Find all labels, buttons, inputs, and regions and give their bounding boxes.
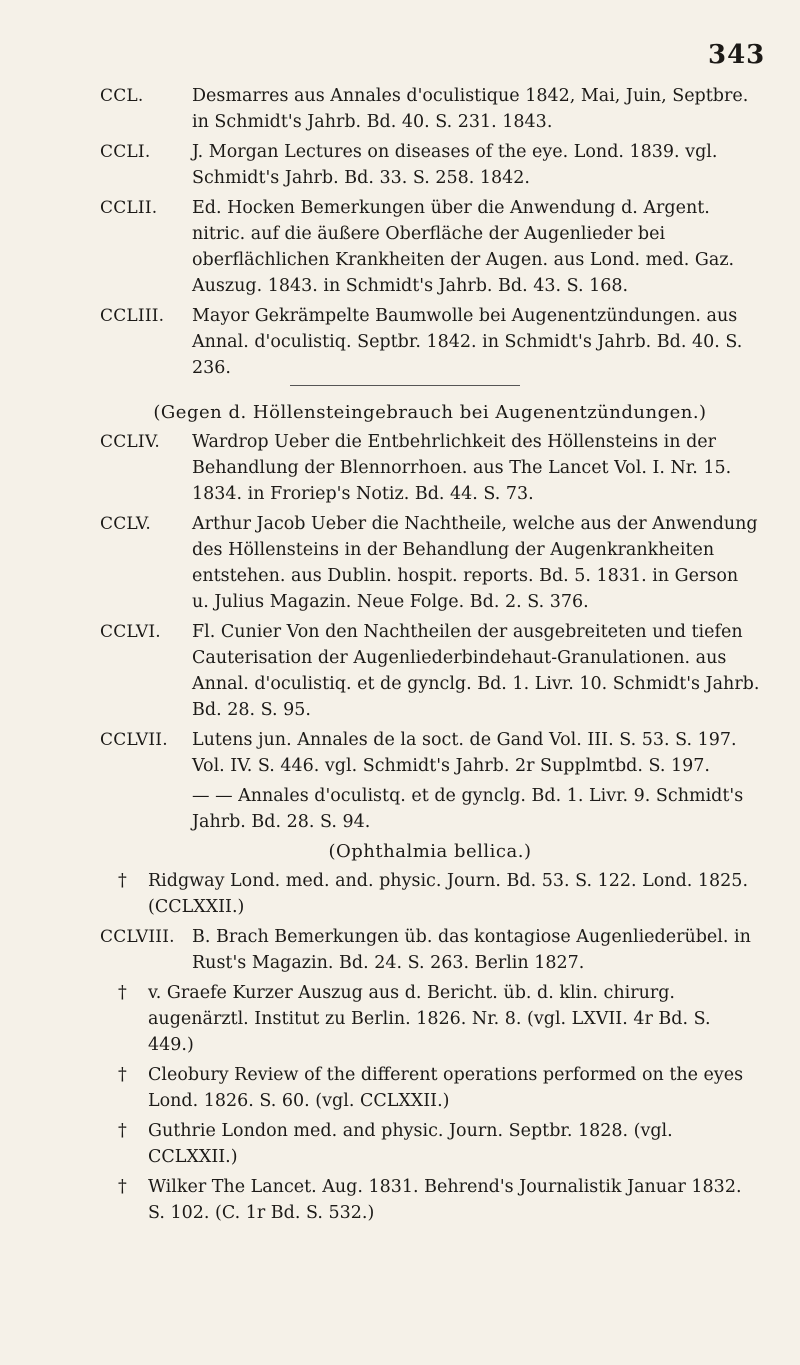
entry-text: Ed. Hocken Bemerkungen über die Anwendung d. Argent. nitric. auf die äußere Oberfläche der Augenlieder bei oberflächlichen Krankheiten der Augen. aus Lond. med. Gaz. Auszug. 1843. in Schmidt's Jahrb. Bd. 43. S. 168. — [192, 198, 735, 296]
bib-entry — [100, 619, 760, 723]
entry-number: CCLVIII. — [100, 927, 175, 947]
dagger-mark: † — [118, 1065, 127, 1085]
bib-entry — [100, 195, 760, 299]
page-number: 343 — [708, 40, 766, 70]
entry-text: B. Brach Bemerkungen üb. das kontagiose Augenliederübel. in Rust's Magazin. Bd. 24. S. 263. Berlin 1827. — [192, 927, 751, 973]
entry-number: CCLV. — [100, 514, 151, 534]
entry-number: CCLII. — [100, 198, 158, 218]
entry-number: CCLVII. — [100, 730, 168, 750]
dagger-entry — [100, 1118, 760, 1170]
entry-text: Wilker The Lancet. Aug. 1831. Behrend's Journalistik Januar 1832. S. 102. (C. 1r Bd. S. 532.) — [148, 1177, 742, 1223]
dagger-entry — [100, 1174, 760, 1226]
dagger-mark: † — [118, 983, 127, 1003]
bib-entry — [100, 83, 760, 135]
entry-text: v. Graefe Kurzer Auszug aus d. Bericht. üb. d. klin. chirurg. augenärztl. Institut zu Berlin. 1826. Nr. 8. (vgl. LXVII. 4r Bd. S. 449.) — [148, 983, 711, 1055]
dagger-entry — [100, 868, 760, 920]
entry-text: Fl. Cunier Von den Nachtheilen der ausgebreiteten und tiefen Cauterisation der Augenliederbindehaut-Granulationen. aus Annal. d'oculistiq. et de gynclg. Bd. 1. Livr. 10. Schmidt's Jahrb. Bd. 28. S. 95. — [192, 622, 760, 720]
bib-entry — [100, 727, 760, 779]
entry-text: Ridgway Lond. med. and. physic. Journ. Bd. 53. S. 122. Lond. 1825. (CCLXXII.) — [148, 871, 749, 917]
entry-number: CCLI. — [100, 142, 151, 162]
bib-entry — [100, 139, 760, 191]
bib-entry — [100, 429, 760, 507]
bib-entry — [100, 303, 760, 381]
entry-text: Desmarres aus Annales d'oculistique 1842, Mai, Juin, Septbre. in Schmidt's Jahrb. Bd. 40. S. 231. 1843. — [192, 86, 749, 132]
page-body — [100, 83, 760, 1230]
entry-text: Lutens jun. Annales de la soct. de Gand Vol. III. S. 53. S. 197. Vol. IV. S. 446. vgl. Schmidt's Jahrb. 2r Supplmtbd. S. 197. — [192, 730, 737, 776]
entry-number: CCLVI. — [100, 622, 161, 642]
dagger-mark: † — [118, 1121, 127, 1141]
dagger-mark: † — [118, 871, 127, 891]
section-heading: (Ophthalmia bellica.) — [328, 841, 532, 862]
dagger-entry — [100, 1062, 760, 1114]
entry-text: J. Morgan Lectures on diseases of the eye. Lond. 1839. vgl. Schmidt's Jahrb. Bd. 33. S. 258. 1842. — [192, 142, 718, 188]
bib-entry — [100, 924, 760, 976]
entry-text: Mayor Gekrämpelte Baumwolle bei Augenentzündungen. aus Annal. d'oculistiq. Septbr. 1842. in Schmidt's Jahrb. Bd. 40. S. 236. — [192, 306, 743, 378]
entry-number: CCLIV. — [100, 432, 160, 452]
entry-number: CCLIII. — [100, 306, 165, 326]
entry-text: Arthur Jacob Ueber die Nachtheile, welche aus der Anwendung des Höllensteins in der Behandlung der Augenkrankheiten entstehen. aus Dublin. hospit. reports. Bd. 5. 1831. in Gerson u. Julius Magazin. Neue Folge. Bd. 2. S. 376. — [192, 514, 758, 612]
entry-text: Wardrop Ueber die Entbehrlichkeit des Höllensteins in der Behandlung der Blennorrhoen. aus The Lancet Vol. I. Nr. 15. 1834. in Froriep's Notiz. Bd. 44. S. 73. — [192, 432, 732, 504]
section-heading: (Gegen d. Höllensteingebrauch bei Augenentzündungen.) — [153, 402, 707, 423]
dagger-mark: † — [118, 1177, 127, 1197]
bib-entry — [100, 511, 760, 615]
bib-entry-continuation — [100, 783, 760, 835]
dagger-entry — [100, 980, 760, 1058]
entry-text: Guthrie London med. and physic. Journ. Septbr. 1828. (vgl. CCLXXII.) — [148, 1121, 673, 1167]
entry-number: CCL. — [100, 86, 144, 106]
section-divider — [290, 385, 520, 386]
entry-text: — — Annales d'oculistq. et de gynclg. Bd. 1. Livr. 9. Schmidt's Jahrb. Bd. 28. S. 94. — [192, 786, 744, 832]
entry-text: Cleobury Review of the different operations performed on the eyes Lond. 1826. S. 60. (vgl. CCLXXII.) — [148, 1065, 744, 1111]
